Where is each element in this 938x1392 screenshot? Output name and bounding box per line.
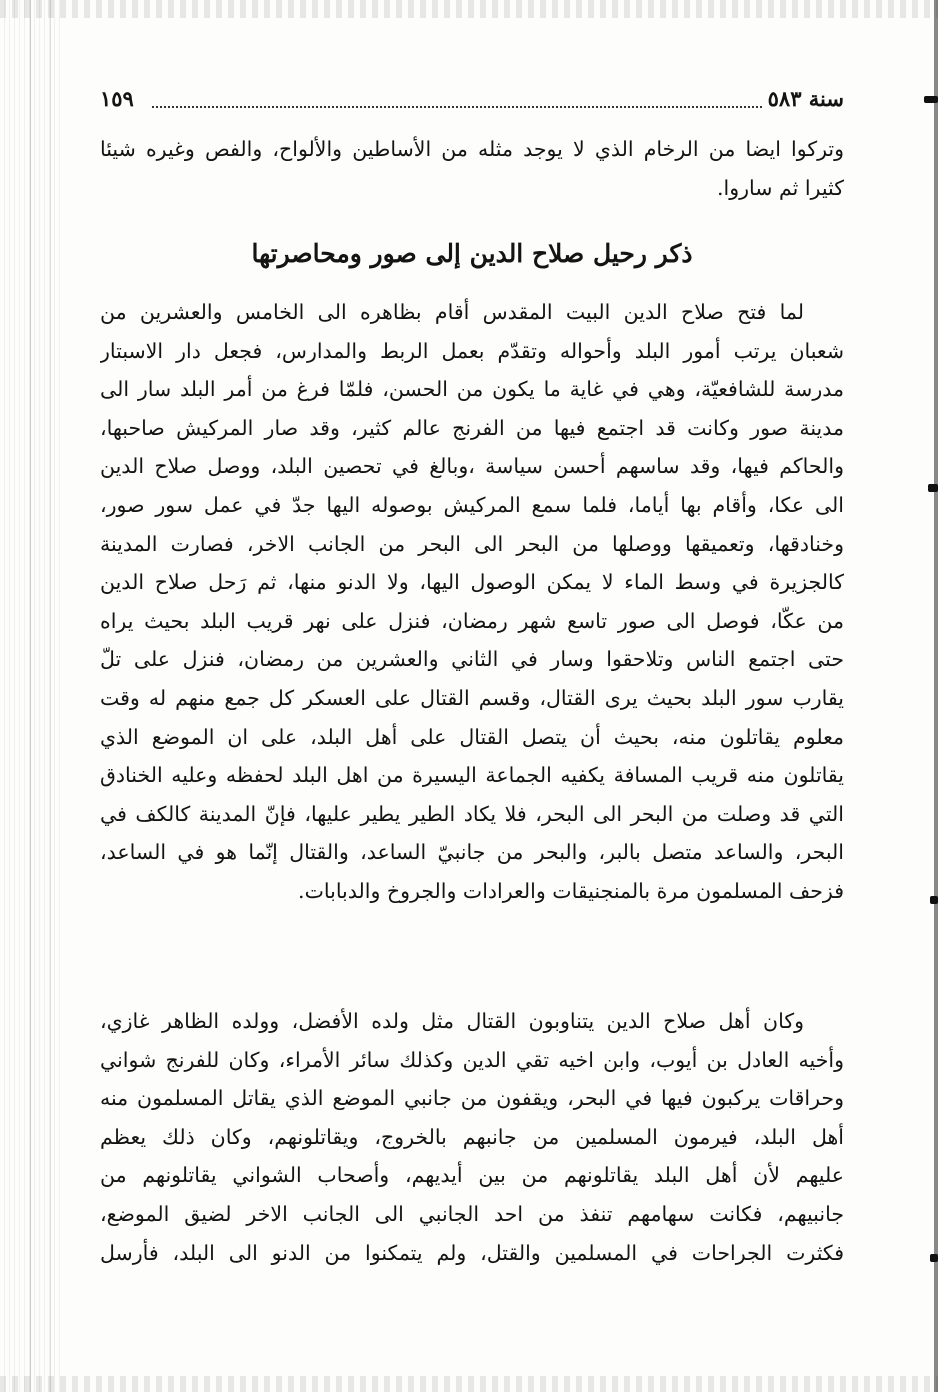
text-line: وتركوا ايضا من الرخام الذي لا يوجد مثله من الأساطين والألواح، والفص وغيره شيئا (100, 137, 844, 161)
page-right-edge (934, 0, 938, 1392)
margin-mark (930, 1254, 938, 1262)
text-line: مدينة صور وكانت قد اجتمع فيها من الفرنج عالم كثير، وقد صار المركيش صاحبها، (100, 415, 844, 440)
text-line: حتى اجتمع الناس وتلاحقوا وسار في الثاني والعشرين من رمضان، فنزل على تلّ (100, 647, 844, 672)
text-line: والحاكم فيها، وقد ساسهم أحسن سياسة ،وبالغ في تحصين البلد، ووصل صلاح الدين (100, 454, 844, 479)
header-dotted-leader (152, 106, 762, 108)
text-line: فكثرت الجراحات في المسلمين والقتل، ولم يتمكنوا من الدنو الى البلد، فأرسل (100, 1240, 844, 1265)
page-left-binding-edge (0, 0, 62, 1392)
text-line: البحر، والساعد متصل بالبر، والبحر من جانبيّ الساعد، والقتال إنّما هو في الساعد، (100, 840, 844, 865)
paragraph-siege-intro (100, 293, 844, 911)
text-line: معلوم يقاتلون منه، بحيث أن يتصل القتال على أهل البلد، على ان الموضع الذي (100, 724, 844, 749)
text-line: لما فتح صلاح الدين البيت المقدس أقام بظاهره الى الخامس والعشرين من (100, 300, 804, 324)
margin-mark (928, 484, 938, 492)
margin-mark (930, 896, 938, 904)
page-number: ١٥٩ (100, 86, 134, 111)
page-header (100, 82, 844, 118)
paragraph-siege-battle (100, 1002, 844, 1272)
binding-line-inner (50, 0, 51, 1392)
text-line: أهل البلد، فيرمون المسلمين من جانبهم بالخروج، ويقاتلونهم، وكان ذلك يعظم (100, 1124, 844, 1149)
text-line: وحراقات يركبون فيها في البحر، ويقفون من جانبي الموضع الذي يقاتل المسلمون منه (100, 1086, 844, 1111)
text-line: مدرسة للشافعيّة، وهي في غاية ما يكون من الحسن، فلمّا فرغ من أمر البلد سار الى (100, 377, 844, 402)
text-line: جانبيهم، فكانت سهامهم تنفذ من احد الجانبي الى الجانب الاخر لضيق الموضع، (100, 1201, 844, 1226)
page-bottom-edge (0, 1376, 938, 1392)
section-heading: ذكر رحيل صلاح الدين إلى صور ومحاصرتها (251, 239, 693, 268)
text-line: وكان أهل صلاح الدين يتناوبون القتال مثل ولده الأفضل، وولده الظاهر غازي، (100, 1009, 804, 1033)
text-line: يقاتلون منه قريب المسافة يكفيه الجماعة اليسيرة من اهل البلد لحفظه وعليه الخنادق (100, 763, 844, 788)
text-line: وأخيه العادل بن أيوب، وابن اخيه تقي الدين وكذلك سائر الأمراء، وكان للفرنج شواني (100, 1047, 844, 1072)
text-line: عليهم لأن أهل البلد يقاتلونهم من بين أيديهم، وأصحاب الشواني يقاتلونهم من (100, 1163, 844, 1188)
binding-line (30, 0, 31, 1392)
running-head-year: سنة ٥٨٣ (767, 86, 844, 111)
text-line: كثيرا ثم ساروا. (717, 175, 844, 200)
text-line: من عكّا، فوصل الى صور تاسع شهر رمضان، فنزل على نهر قريب البلد بحيث يراه (100, 608, 844, 633)
text-line: شعبان يرتب أمور البلد وأحواله وتقدّم بعمل الربط والمدارس، فجعل دار الاسبتار (100, 338, 844, 363)
text-line: الى عكا، وأقام بها أياما، فلما سمع المركيش بوصوله اليها جدّ في عمل سور صور، (100, 492, 844, 517)
text-line: يقارب سور البلد بحيث يرى القتال، وقسم القتال على العسكر كل جمع منهم له وقت (100, 685, 844, 710)
page-top-edge (0, 0, 938, 18)
text-line: فزحف المسلمون مرة بالمنجنيقات والعرادات والجروخ والدبابات. (298, 878, 844, 903)
text-line: كالجزيرة في وسط الماء لا يمكن الوصول اليها، ولا الدنو منها، ثم رَحل صلاح الدين (100, 570, 844, 595)
text-line: وخنادقها، وتعميقها ووصلها من البحر الى البحر من الجانب الاخر، فصارت المدينة (100, 531, 844, 556)
text-line: التي قد وصلت من البحر الى البحر، فلا يكاد الطير يطير عليها، فإنّ المدينة كالكف في (100, 801, 844, 826)
margin-mark (924, 96, 938, 103)
intro-paragraph (100, 130, 844, 207)
